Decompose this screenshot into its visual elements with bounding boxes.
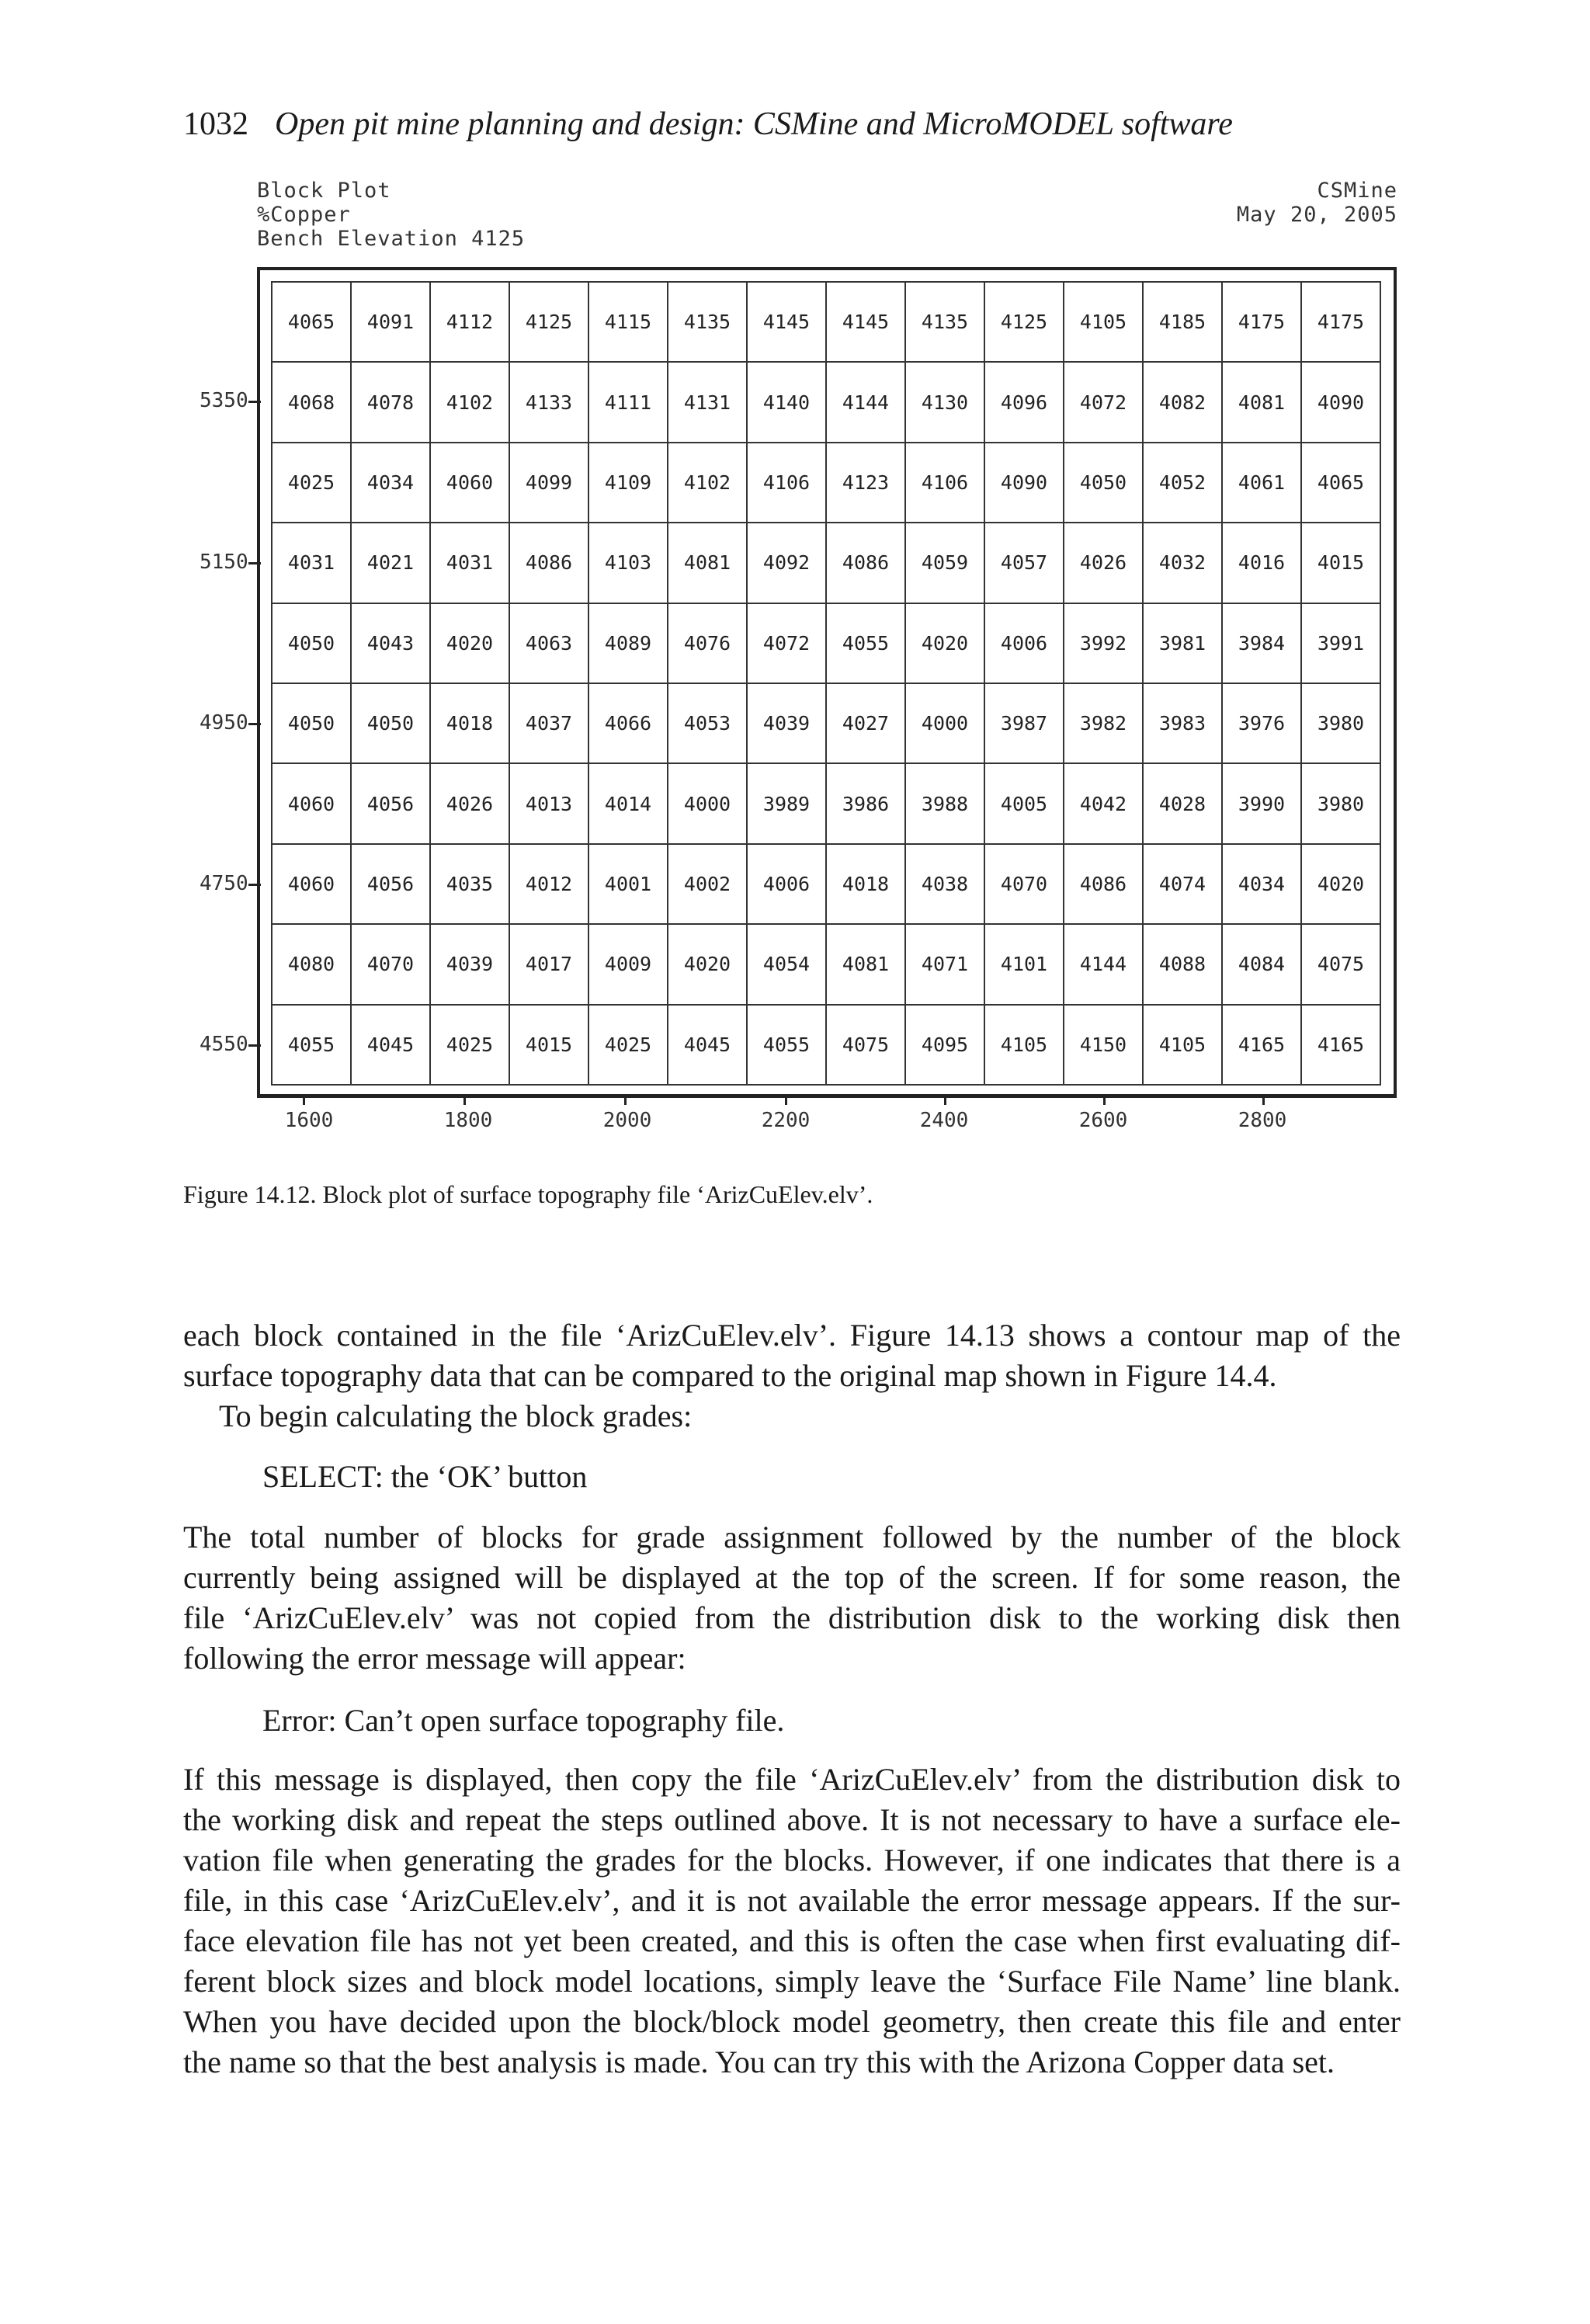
- block-cell: 4028: [1143, 763, 1222, 843]
- text-line: vation file when generating the grades for the blocks. However, if one indicates that there is a: [183, 1843, 1401, 1878]
- block-cell: 3990: [1222, 763, 1301, 843]
- text-line: ferent block sizes and block model locations, simply leave the ‘Surface File Name’ line blank.: [183, 1964, 1401, 1999]
- block-cell: 4042: [1064, 763, 1143, 843]
- block-cell: 4065: [1301, 443, 1380, 523]
- error-message: Error: Can’t open surface topography file.: [262, 1703, 785, 1738]
- block-cell: 4102: [668, 443, 747, 523]
- block-cell: 4050: [272, 603, 351, 683]
- block-row: [272, 844, 1380, 924]
- block-cell: 4099: [509, 443, 588, 523]
- text-line: face elevation file has not yet been created, and this is often the case when first evaluating dif-: [183, 1923, 1401, 1958]
- block-cell: 4026: [1064, 523, 1143, 603]
- block-cell: 4060: [272, 763, 351, 843]
- block-cell: 4070: [984, 844, 1064, 924]
- block-row: [272, 443, 1380, 523]
- block-row: [272, 924, 1380, 1004]
- block-cell: 4020: [1301, 844, 1380, 924]
- block-cell: 4091: [351, 282, 430, 362]
- block-cell: 4015: [1301, 523, 1380, 603]
- block-cell: 4027: [826, 683, 905, 763]
- x-tick-mark: [624, 1094, 627, 1105]
- block-cell: 4006: [984, 603, 1064, 683]
- y-tick-mark: [248, 401, 261, 403]
- block-cell: 4076: [668, 603, 747, 683]
- block-cell: 4135: [668, 282, 747, 362]
- paragraph: [219, 1396, 1436, 1436]
- block-cell: 4002: [668, 844, 747, 924]
- x-tick-mark: [463, 1094, 466, 1105]
- block-cell: 4084: [1222, 924, 1301, 1004]
- block-cell: 4080: [272, 924, 351, 1004]
- block-cell: 4092: [747, 523, 826, 603]
- block-row: [272, 763, 1380, 843]
- block-cell: 4071: [905, 924, 984, 1004]
- block-cell: 4082: [1143, 362, 1222, 442]
- block-cell: 4037: [509, 683, 588, 763]
- block-cell: 4052: [1143, 443, 1222, 523]
- block-cell: 4050: [351, 683, 430, 763]
- block-cell: 4086: [826, 523, 905, 603]
- block-cell: 4061: [1222, 443, 1301, 523]
- block-cell: 4055: [272, 1005, 351, 1085]
- block-cell: 4135: [905, 282, 984, 362]
- text-line: currently being assigned will be displayed at the top of the screen. If for some reason, the: [183, 1560, 1401, 1595]
- block-cell: 4021: [351, 523, 430, 603]
- block-cell: 4039: [747, 683, 826, 763]
- block-cell: 4016: [1222, 523, 1301, 603]
- text-line: the name so that the best analysis is made. You can try this with the Arizona Copper data set.: [183, 2044, 1335, 2079]
- block-cell: 4066: [588, 683, 668, 763]
- block-cell: 4001: [588, 844, 668, 924]
- block-cell: 4045: [351, 1005, 430, 1085]
- text-line: each block contained in the file ‘ArizCuElev.elv’. Figure 14.13 shows a contour map of the: [183, 1318, 1401, 1353]
- block-cell: 4106: [905, 443, 984, 523]
- block-cell: 4109: [588, 443, 668, 523]
- paragraph: [183, 1517, 1401, 1679]
- block-cell: 3989: [747, 763, 826, 843]
- block-cell: 4088: [1143, 924, 1222, 1004]
- block-cell: 4101: [984, 924, 1064, 1004]
- block-cell: 4055: [747, 1005, 826, 1085]
- block-cell: 4086: [509, 523, 588, 603]
- block-cell: 4112: [430, 282, 509, 362]
- block-cell: 4075: [826, 1005, 905, 1085]
- block-cell: 4106: [747, 443, 826, 523]
- block-cell: 4013: [509, 763, 588, 843]
- block-cell: 4012: [509, 844, 588, 924]
- block-cell: 4056: [351, 844, 430, 924]
- paragraph: [183, 1315, 1401, 1396]
- y-tick-mark: [248, 884, 261, 886]
- y-tick-mark: [248, 1044, 261, 1047]
- block-cell: 4096: [984, 362, 1064, 442]
- block-cell: 3980: [1301, 763, 1380, 843]
- block-cell: 4014: [588, 763, 668, 843]
- block-cell: 4063: [509, 603, 588, 683]
- x-tick-label: 2200: [761, 1109, 811, 1132]
- running-head-title: Open pit mine planning and design: CSMine and MicroMODEL software: [275, 106, 1233, 142]
- block-cell: 3991: [1301, 603, 1380, 683]
- block-cell: 4086: [1064, 844, 1143, 924]
- text-line: If this message is displayed, then copy the file ‘ArizCuElev.elv’ from the distribution disk to: [183, 1762, 1401, 1797]
- block-row: [272, 1005, 1380, 1085]
- figure-caption: Figure 14.12. Block plot of surface topography file ‘ArizCuElev.elv’.: [183, 1180, 873, 1208]
- block-row: [272, 683, 1380, 763]
- x-tick-mark: [785, 1094, 787, 1105]
- block-cell: 4020: [668, 924, 747, 1004]
- block-cell: 4103: [588, 523, 668, 603]
- x-tick-label: 1800: [443, 1109, 493, 1132]
- page-number: 1032: [183, 106, 248, 142]
- block-cell: 4125: [984, 282, 1064, 362]
- block-cell: 4060: [430, 443, 509, 523]
- block-cell: 4050: [272, 683, 351, 763]
- block-cell: 3986: [826, 763, 905, 843]
- block-cell: 4095: [905, 1005, 984, 1085]
- block-cell: 4144: [826, 362, 905, 442]
- block-cell: 4015: [509, 1005, 588, 1085]
- block-cell: 4089: [588, 603, 668, 683]
- text-line: file, in this case ‘ArizCuElev.elv’, and it is not available the error message appears. If the sur-: [183, 1883, 1401, 1918]
- block-cell: 4000: [905, 683, 984, 763]
- block-cell: 3981: [1143, 603, 1222, 683]
- block-cell: 3982: [1064, 683, 1143, 763]
- block-cell: 4081: [1222, 362, 1301, 442]
- y-tick-mark: [248, 723, 261, 725]
- block-cell: 4105: [1143, 1005, 1222, 1085]
- block-cell: 4026: [430, 763, 509, 843]
- block-cell: 4038: [905, 844, 984, 924]
- block-cell: 4050: [1064, 443, 1143, 523]
- block-cell: 4018: [826, 844, 905, 924]
- block-cell: 4031: [430, 523, 509, 603]
- block-cell: 4165: [1301, 1005, 1380, 1085]
- block-cell: 4131: [668, 362, 747, 442]
- block-cell: 4105: [984, 1005, 1064, 1085]
- block-cell: 4075: [1301, 924, 1380, 1004]
- block-cell: 3976: [1222, 683, 1301, 763]
- block-cell: 4020: [905, 603, 984, 683]
- running-head: [183, 106, 1233, 143]
- block-cell: 4115: [588, 282, 668, 362]
- block-cell: 4072: [1064, 362, 1143, 442]
- y-tick-label: 4550: [200, 1033, 248, 1056]
- x-tick-mark: [1262, 1094, 1265, 1105]
- block-cell: 4175: [1222, 282, 1301, 362]
- x-tick-mark: [1103, 1094, 1106, 1105]
- block-cell: 4105: [1064, 282, 1143, 362]
- x-tick-mark: [944, 1094, 946, 1105]
- plot-header-left: [257, 179, 525, 251]
- block-cell: 4053: [668, 683, 747, 763]
- block-cell: 4133: [509, 362, 588, 442]
- block-cell: 4078: [351, 362, 430, 442]
- text-line: When you have decided upon the block/block model geometry, then create this file and enter: [183, 2004, 1401, 2039]
- block-cell: 4017: [509, 924, 588, 1004]
- text-line: file ‘ArizCuElev.elv’ was not copied from the distribution disk to the working disk then: [183, 1600, 1401, 1635]
- text-line: surface topography data that can be compared to the original map shown in Figure 14.4.: [183, 1358, 1277, 1393]
- block-cell: 4111: [588, 362, 668, 442]
- block-cell: 4065: [272, 282, 351, 362]
- block-cell: 4005: [984, 763, 1064, 843]
- y-tick-label: 4750: [200, 872, 248, 895]
- block-cell: 4140: [747, 362, 826, 442]
- block-cell: 4074: [1143, 844, 1222, 924]
- paragraph: [183, 1760, 1401, 2083]
- text-line: following the error message will appear:: [183, 1641, 686, 1676]
- plot-date: May 20, 2005: [1236, 203, 1397, 227]
- block-cell: 4145: [747, 282, 826, 362]
- block-cell: 3988: [905, 763, 984, 843]
- block-cell: 4035: [430, 844, 509, 924]
- block-cell: 4025: [430, 1005, 509, 1085]
- block-row: [272, 523, 1380, 603]
- block-cell: 4054: [747, 924, 826, 1004]
- block-cell: 4045: [668, 1005, 747, 1085]
- block-cell: 4034: [351, 443, 430, 523]
- block-cell: 4090: [1301, 362, 1380, 442]
- block-cell: 4031: [272, 523, 351, 603]
- text-line: The total number of blocks for grade assignment followed by the number of the block: [183, 1520, 1401, 1555]
- block-cell: 4102: [430, 362, 509, 442]
- block-cell: 4150: [1064, 1005, 1143, 1085]
- block-cell: 4059: [905, 523, 984, 603]
- plot-header-right: [1237, 179, 1397, 227]
- block-cell: 4032: [1143, 523, 1222, 603]
- block-cell: 3983: [1143, 683, 1222, 763]
- plot-title: Block Plot: [257, 179, 391, 203]
- block-cell: 4057: [984, 523, 1064, 603]
- y-tick-label: 4950: [200, 711, 248, 735]
- block-row: [272, 362, 1380, 442]
- block-cell: 4034: [1222, 844, 1301, 924]
- block-cell: 3992: [1064, 603, 1143, 683]
- x-tick-label: 2000: [602, 1109, 652, 1132]
- block-cell: 4081: [668, 523, 747, 603]
- block-cell: 3987: [984, 683, 1064, 763]
- block-cell: 4000: [668, 763, 747, 843]
- block-cell: 4130: [905, 362, 984, 442]
- block-cell: 4090: [984, 443, 1064, 523]
- block-cell: 4144: [1064, 924, 1143, 1004]
- x-tick-mark: [303, 1094, 305, 1105]
- block-plot-grid: [271, 281, 1381, 1086]
- plot-software: CSMine: [1317, 179, 1397, 203]
- block-cell: 4081: [826, 924, 905, 1004]
- block-cell: 4043: [351, 603, 430, 683]
- text-line: the working disk and repeat the steps outlined above. It is not necessary to have a surface ele-: [183, 1802, 1401, 1837]
- x-tick-label: 2800: [1238, 1109, 1287, 1132]
- plot-bench: Bench Elevation 4125: [257, 227, 526, 251]
- block-cell: 4055: [826, 603, 905, 683]
- block-cell: 4020: [430, 603, 509, 683]
- block-cell: 4123: [826, 443, 905, 523]
- block-cell: 3984: [1222, 603, 1301, 683]
- block-cell: 4070: [351, 924, 430, 1004]
- block-cell: 4006: [747, 844, 826, 924]
- block-cell: 3980: [1301, 683, 1380, 763]
- x-tick-label: 2600: [1078, 1109, 1128, 1132]
- block-cell: 4145: [826, 282, 905, 362]
- block-cell: 4165: [1222, 1005, 1301, 1085]
- block-cell: 4068: [272, 362, 351, 442]
- block-cell: 4025: [588, 1005, 668, 1085]
- y-tick-label: 5350: [200, 389, 248, 412]
- select-instruction: SELECT: the ‘OK’ button: [262, 1459, 588, 1494]
- block-row: [272, 603, 1380, 683]
- block-cell: 4018: [430, 683, 509, 763]
- block-cell: 4175: [1301, 282, 1380, 362]
- block-cell: 4009: [588, 924, 668, 1004]
- block-cell: 4056: [351, 763, 430, 843]
- block-cell: 4025: [272, 443, 351, 523]
- block-row: [272, 282, 1380, 362]
- block-cell: 4125: [509, 282, 588, 362]
- block-cell: 4060: [272, 844, 351, 924]
- y-tick-label: 5150: [200, 551, 248, 574]
- block-cell: 4072: [747, 603, 826, 683]
- x-tick-label: 2400: [919, 1109, 969, 1132]
- y-tick-mark: [248, 562, 261, 564]
- plot-variable: %Copper: [257, 203, 351, 227]
- x-tick-label: 1600: [284, 1109, 334, 1132]
- block-cell: 4185: [1143, 282, 1222, 362]
- text-line: To begin calculating the block grades:: [219, 1398, 693, 1433]
- block-cell: 4039: [430, 924, 509, 1004]
